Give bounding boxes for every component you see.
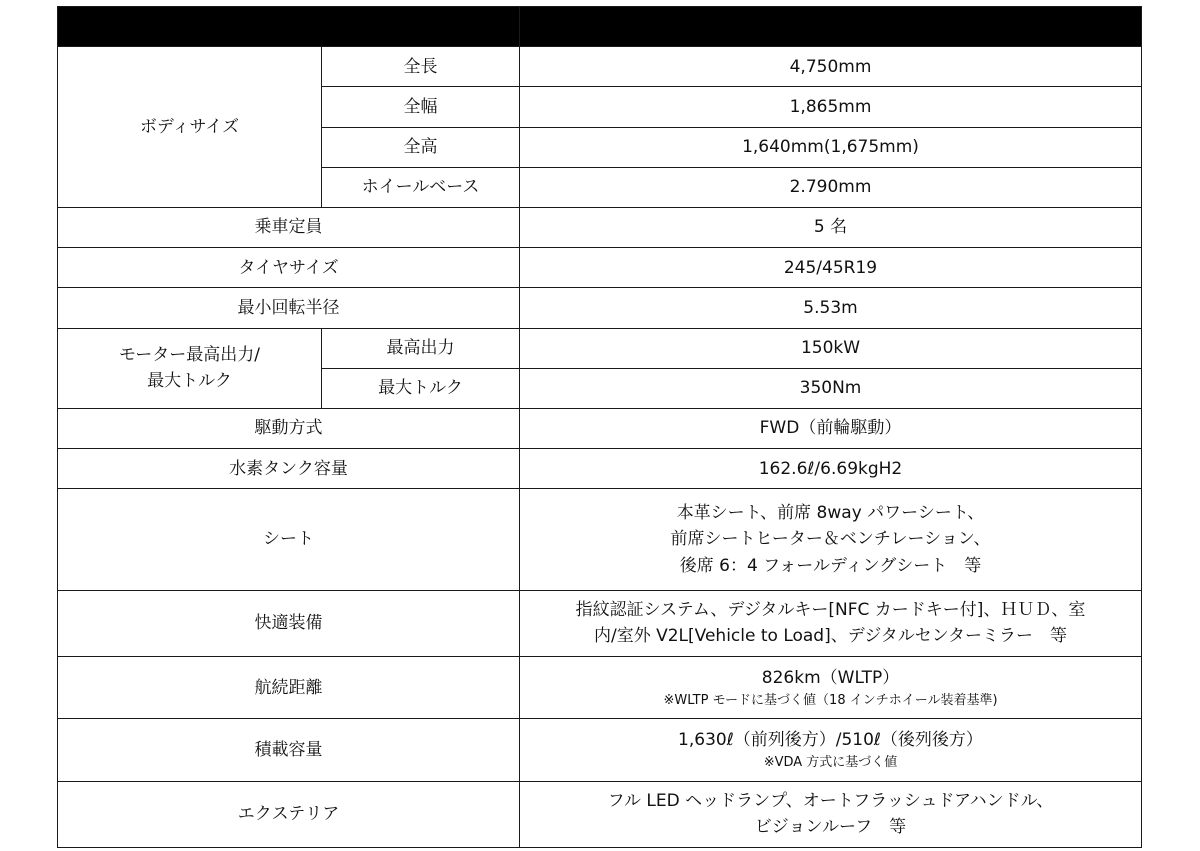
row-label-body-size: ボディサイズ [58,47,322,208]
seat-line: 前席シートヒーター＆ベンチレーション、 [670,529,991,550]
value-cell: 1,640mm(1,675mm) [520,127,1142,167]
table-row [58,590,1142,656]
table-row [58,657,1142,719]
range-value: 826km（WLTP） [761,667,900,688]
table-row [58,489,1142,590]
sub-label: 最高出力 [322,328,520,368]
sub-label: 全高 [322,127,520,167]
value-cell: 1,865mm [520,87,1142,127]
sub-label: 全長 [322,47,520,87]
table-row [58,248,1142,288]
value-cell: 350Nm [520,368,1142,408]
table-row [58,449,1142,489]
value-cell: 5 名 [520,207,1142,247]
range-note: ※WLTP モードに基づく値（18 インチホイール装着基準) [663,693,998,709]
header-cell-item [58,7,520,47]
exterior-line: ビジョンルーフ 等 [754,817,907,838]
row-label-cargo: 積載容量 [58,719,520,781]
table-row [58,719,1142,781]
value-cell-comfort [520,590,1142,656]
header-cell-value [520,7,1142,47]
comfort-line: 指紋認証システム、デジタルキー[NFC カードキー付]、ＨＵＤ、室 [575,600,1086,621]
exterior-line: フル LED ヘッドランプ、オートフラッシュドアハンドル、 [607,790,1054,811]
sub-label: ホイールベース [322,167,520,207]
value-cell: 2.790mm [520,167,1142,207]
seat-line: 本革シート、前席 8way パワーシート、 [676,502,985,523]
comfort-line: 内/室外 V2L[Vehicle to Load]、デジタルセンターミラー 等 [593,626,1068,647]
value-cell-cargo [520,719,1142,781]
seat-line: 後席 6：4 フォールディングシート 等 [679,555,982,576]
row-label-turn-radius: 最小回転半径 [58,288,520,328]
value-cell-seat [520,489,1142,590]
sub-label: 全幅 [322,87,520,127]
table-row [58,288,1142,328]
value-cell-exterior [520,781,1142,847]
row-label-seat: シート [58,489,520,590]
cargo-value: 1,630ℓ（前列後方）/510ℓ（後列後方） [678,730,983,751]
value-cell: 162.6ℓ/6.69kgH2 [520,449,1142,489]
row-label-drive: 駆動方式 [58,408,520,448]
value-cell: FWD（前輪駆動） [520,408,1142,448]
table-header-row [58,7,1142,47]
cargo-note: ※VDA 方式に基づく値 [763,755,898,771]
table-row [58,781,1142,847]
spec-table [57,6,1142,848]
value-cell: 150kW [520,328,1142,368]
row-label-hydrogen: 水素タンク容量 [58,449,520,489]
table-row [58,328,1142,368]
value-cell: 5.53m [520,288,1142,328]
table-row [58,408,1142,448]
row-label-range: 航続距離 [58,657,520,719]
row-label-motor [58,328,322,408]
motor-label-line1: モーター最高出力/ [118,344,261,365]
row-label-tire: タイヤサイズ [58,248,520,288]
motor-label-line2: 最大トルク [147,371,232,392]
table-row [58,207,1142,247]
value-cell: 245/45R19 [520,248,1142,288]
row-label-capacity: 乗車定員 [58,207,520,247]
row-label-exterior: エクステリア [58,781,520,847]
value-cell-range [520,657,1142,719]
sub-label: 最大トルク [322,368,520,408]
row-label-comfort: 快適装備 [58,590,520,656]
value-cell: 4,750mm [520,47,1142,87]
table-row [58,47,1142,87]
